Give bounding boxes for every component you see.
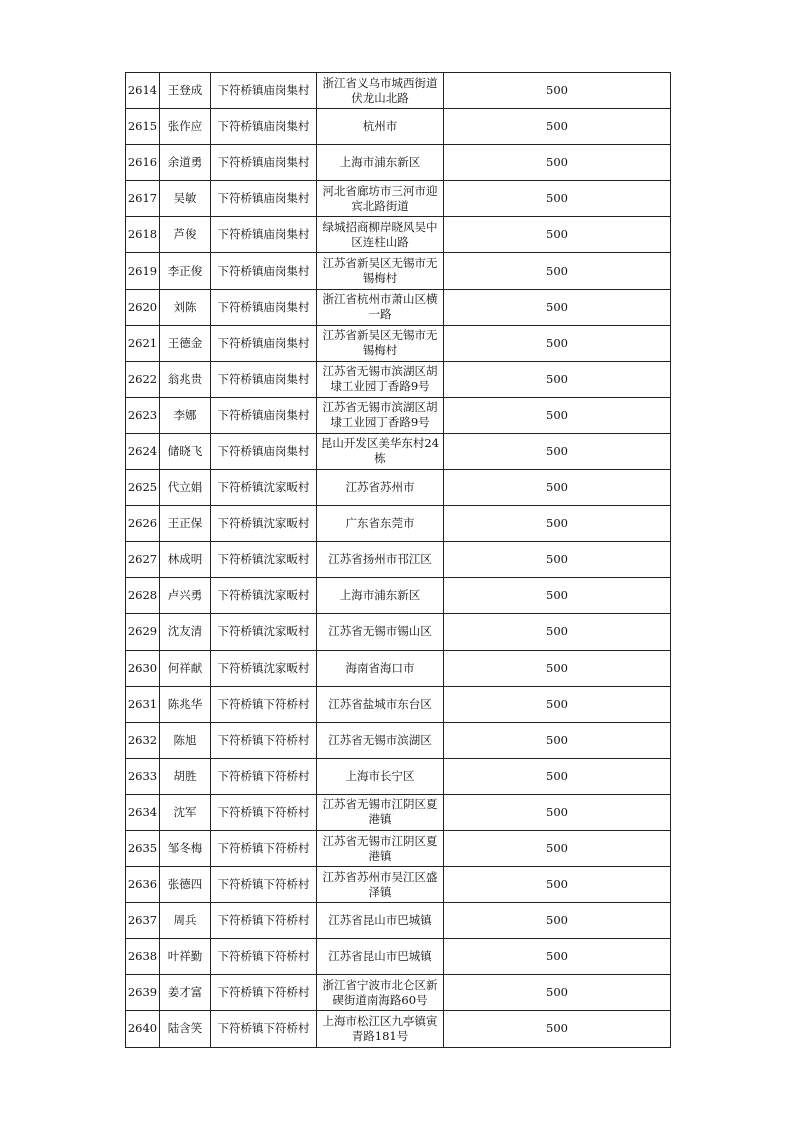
work-address: 上海市浦东新区 (317, 145, 444, 181)
work-address: 江苏省新吴区无锡市无锡梅村 (317, 325, 444, 361)
amount-value: 500 (444, 397, 671, 433)
amount-value: 500 (444, 433, 671, 469)
table-row (126, 722, 671, 758)
work-address: 绿城招商柳岸晓风吴中区连柱山路 (317, 217, 444, 253)
row-number: 2639 (126, 975, 160, 1011)
person-name: 叶祥勤 (160, 939, 211, 975)
amount-value: 500 (444, 145, 671, 181)
person-name: 王德金 (160, 325, 211, 361)
row-number: 2620 (126, 289, 160, 325)
table-row (126, 433, 671, 469)
amount-value: 500 (444, 217, 671, 253)
row-number: 2640 (126, 1011, 160, 1047)
row-number: 2625 (126, 470, 160, 506)
row-number: 2626 (126, 506, 160, 542)
work-address: 江苏省昆山市巴城镇 (317, 939, 444, 975)
work-address: 江苏省无锡市锡山区 (317, 614, 444, 650)
amount-value: 500 (444, 542, 671, 578)
amount-value: 500 (444, 614, 671, 650)
work-address: 浙江省义乌市城西街道伏龙山北路 (317, 73, 444, 109)
table-row (126, 542, 671, 578)
person-name: 储晓飞 (160, 433, 211, 469)
table-row (126, 325, 671, 361)
village-name: 下符桥镇庙岗集村 (211, 361, 317, 397)
row-number: 2623 (126, 397, 160, 433)
table-row (126, 578, 671, 614)
table-row (126, 470, 671, 506)
work-address: 江苏省无锡市滨湖区胡埭工业园丁香路9号 (317, 397, 444, 433)
row-number: 2631 (126, 686, 160, 722)
table-row (126, 614, 671, 650)
row-number: 2637 (126, 903, 160, 939)
table-row (126, 73, 671, 109)
village-name: 下符桥镇庙岗集村 (211, 181, 317, 217)
person-name: 刘陈 (160, 289, 211, 325)
table-row (126, 361, 671, 397)
records-body (126, 73, 671, 1048)
amount-value: 500 (444, 758, 671, 794)
person-name: 沈友清 (160, 614, 211, 650)
work-address: 浙江省宁波市北仑区新碶街道南海路60号 (317, 975, 444, 1011)
village-name: 下符桥镇庙岗集村 (211, 325, 317, 361)
row-number: 2630 (126, 650, 160, 686)
amount-value: 500 (444, 830, 671, 866)
person-name: 周兵 (160, 903, 211, 939)
amount-value: 500 (444, 1011, 671, 1047)
amount-value: 500 (444, 722, 671, 758)
table-row (126, 217, 671, 253)
work-address: 上海市浦东新区 (317, 578, 444, 614)
village-name: 下符桥镇庙岗集村 (211, 217, 317, 253)
row-number: 2618 (126, 217, 160, 253)
row-number: 2628 (126, 578, 160, 614)
work-address: 浙江省杭州市萧山区横一路 (317, 289, 444, 325)
table-row (126, 109, 671, 145)
table-row (126, 181, 671, 217)
village-name: 下符桥镇下符桥村 (211, 903, 317, 939)
amount-value: 500 (444, 650, 671, 686)
amount-value: 500 (444, 939, 671, 975)
work-address: 江苏省新吴区无锡市无锡梅村 (317, 253, 444, 289)
work-address: 河北省廊坊市三河市迎宾北路街道 (317, 181, 444, 217)
person-name: 邹冬梅 (160, 830, 211, 866)
table-row (126, 867, 671, 903)
village-name: 下符桥镇下符桥村 (211, 1011, 317, 1047)
person-name: 代立娟 (160, 470, 211, 506)
work-address: 上海市长宁区 (317, 758, 444, 794)
table-row (126, 758, 671, 794)
village-name: 下符桥镇下符桥村 (211, 722, 317, 758)
village-name: 下符桥镇下符桥村 (211, 686, 317, 722)
village-name: 下符桥镇庙岗集村 (211, 289, 317, 325)
village-name: 下符桥镇沈家畈村 (211, 614, 317, 650)
person-name: 吴敏 (160, 181, 211, 217)
person-name: 林成明 (160, 542, 211, 578)
person-name: 余道勇 (160, 145, 211, 181)
person-name: 陆含笑 (160, 1011, 211, 1047)
person-name: 王登成 (160, 73, 211, 109)
row-number: 2638 (126, 939, 160, 975)
village-name: 下符桥镇下符桥村 (211, 794, 317, 830)
amount-value: 500 (444, 289, 671, 325)
work-address: 江苏省昆山市巴城镇 (317, 903, 444, 939)
village-name: 下符桥镇沈家畈村 (211, 650, 317, 686)
village-name: 下符桥镇下符桥村 (211, 867, 317, 903)
person-name: 陈兆华 (160, 686, 211, 722)
person-name: 李娜 (160, 397, 211, 433)
village-name: 下符桥镇庙岗集村 (211, 73, 317, 109)
village-name: 下符桥镇庙岗集村 (211, 145, 317, 181)
village-name: 下符桥镇庙岗集村 (211, 433, 317, 469)
row-number: 2619 (126, 253, 160, 289)
table-row (126, 975, 671, 1011)
village-name: 下符桥镇沈家畈村 (211, 506, 317, 542)
table-row (126, 830, 671, 866)
amount-value: 500 (444, 506, 671, 542)
village-name: 下符桥镇下符桥村 (211, 758, 317, 794)
amount-value: 500 (444, 975, 671, 1011)
row-number: 2627 (126, 542, 160, 578)
person-name: 沈军 (160, 794, 211, 830)
table-row (126, 506, 671, 542)
row-number: 2621 (126, 325, 160, 361)
amount-value: 500 (444, 903, 671, 939)
row-number: 2629 (126, 614, 160, 650)
amount-value: 500 (444, 109, 671, 145)
work-address: 江苏省无锡市江阴区夏港镇 (317, 830, 444, 866)
person-name: 姜才富 (160, 975, 211, 1011)
person-name: 何祥献 (160, 650, 211, 686)
village-name: 下符桥镇庙岗集村 (211, 109, 317, 145)
village-name: 下符桥镇下符桥村 (211, 939, 317, 975)
row-number: 2616 (126, 145, 160, 181)
amount-value: 500 (444, 470, 671, 506)
table-row (126, 794, 671, 830)
work-address: 海南省海口市 (317, 650, 444, 686)
work-address: 杭州市 (317, 109, 444, 145)
table-row (126, 686, 671, 722)
work-address: 广东省东莞市 (317, 506, 444, 542)
person-name: 张作应 (160, 109, 211, 145)
row-number: 2634 (126, 794, 160, 830)
amount-value: 500 (444, 73, 671, 109)
table-row (126, 253, 671, 289)
amount-value: 500 (444, 867, 671, 903)
village-name: 下符桥镇沈家畈村 (211, 470, 317, 506)
amount-value: 500 (444, 181, 671, 217)
village-name: 下符桥镇下符桥村 (211, 975, 317, 1011)
work-address: 上海市松江区九亭镇寅青路181号 (317, 1011, 444, 1047)
village-name: 下符桥镇下符桥村 (211, 830, 317, 866)
village-name: 下符桥镇沈家畈村 (211, 578, 317, 614)
work-address: 江苏省盐城市东台区 (317, 686, 444, 722)
row-number: 2614 (126, 73, 160, 109)
table-row (126, 903, 671, 939)
row-number: 2615 (126, 109, 160, 145)
row-number: 2624 (126, 433, 160, 469)
row-number: 2617 (126, 181, 160, 217)
village-name: 下符桥镇庙岗集村 (211, 397, 317, 433)
row-number: 2622 (126, 361, 160, 397)
work-address: 江苏省无锡市滨湖区胡埭工业园丁香路9号 (317, 361, 444, 397)
person-name: 张德四 (160, 867, 211, 903)
work-address: 江苏省无锡市江阴区夏港镇 (317, 794, 444, 830)
amount-value: 500 (444, 253, 671, 289)
amount-value: 500 (444, 325, 671, 361)
amount-value: 500 (444, 361, 671, 397)
amount-value: 500 (444, 794, 671, 830)
person-name: 翁兆贵 (160, 361, 211, 397)
work-address: 江苏省苏州市 (317, 470, 444, 506)
work-address: 昆山开发区美华东村24栋 (317, 433, 444, 469)
person-name: 陈旭 (160, 722, 211, 758)
table-row (126, 289, 671, 325)
row-number: 2636 (126, 867, 160, 903)
row-number: 2633 (126, 758, 160, 794)
work-address: 江苏省扬州市邗江区 (317, 542, 444, 578)
person-name: 李正俊 (160, 253, 211, 289)
table-row (126, 397, 671, 433)
table-row (126, 650, 671, 686)
table-row (126, 939, 671, 975)
amount-value: 500 (444, 578, 671, 614)
village-name: 下符桥镇沈家畈村 (211, 542, 317, 578)
village-name: 下符桥镇庙岗集村 (211, 253, 317, 289)
person-name: 卢兴勇 (160, 578, 211, 614)
row-number: 2632 (126, 722, 160, 758)
person-name: 王正保 (160, 506, 211, 542)
work-address: 江苏省无锡市滨湖区 (317, 722, 444, 758)
work-address: 江苏省苏州市吴江区盛泽镇 (317, 867, 444, 903)
table-row (126, 1011, 671, 1047)
amount-value: 500 (444, 686, 671, 722)
person-name: 芦俊 (160, 217, 211, 253)
person-name: 胡胜 (160, 758, 211, 794)
row-number: 2635 (126, 830, 160, 866)
table-row (126, 145, 671, 181)
records-table (125, 72, 671, 1048)
